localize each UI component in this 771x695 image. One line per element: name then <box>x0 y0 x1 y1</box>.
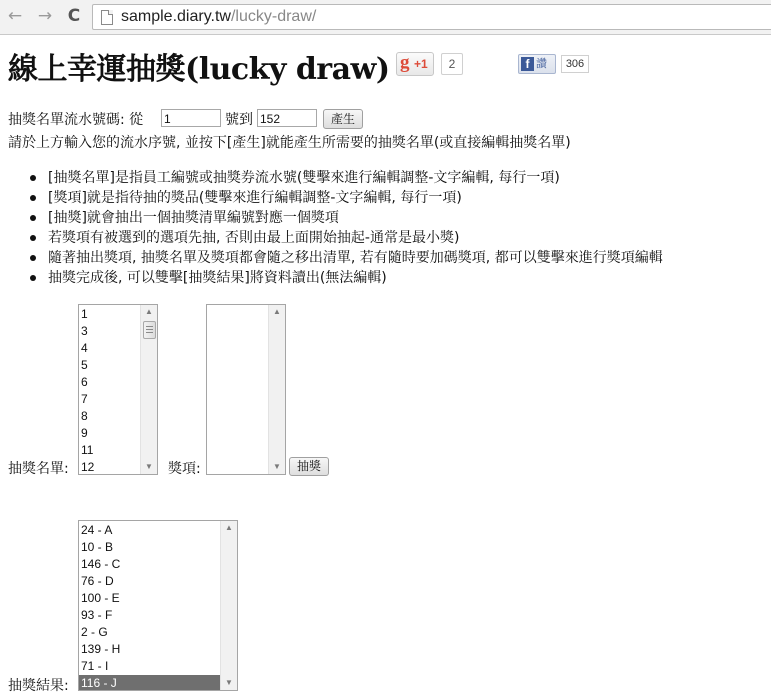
list-option[interactable]: 3 <box>81 324 88 338</box>
draw-list-label: 抽獎名單: <box>8 461 69 477</box>
result-option-selected[interactable]: 116 - J <box>79 675 237 691</box>
back-arrow-icon[interactable]: ← <box>7 6 23 26</box>
facebook-like-label: 讚 <box>536 57 547 70</box>
results-label: 抽獎結果: <box>8 678 69 694</box>
reload-icon[interactable]: C <box>67 6 81 26</box>
facebook-like-button[interactable] <box>518 54 556 74</box>
google-plus-button[interactable] <box>396 52 434 76</box>
list-option[interactable]: 7 <box>81 392 88 406</box>
scroll-down-icon[interactable]: ▼ <box>225 678 233 687</box>
result-option[interactable]: 146 - C <box>81 557 121 571</box>
result-option[interactable]: 71 - I <box>81 659 109 673</box>
prizes-listbox[interactable] <box>206 304 286 475</box>
prizes-label: 獎項: <box>168 461 201 477</box>
instruction-text: 請於上方輸入您的流水序號, 並按下[產生]就能產生所需要的抽獎名單(或直接編輯抽獎名單) <box>8 135 571 151</box>
list-option[interactable]: 11 <box>81 443 94 457</box>
result-option[interactable]: 24 - A <box>81 523 113 537</box>
forward-arrow-icon[interactable]: → <box>37 6 53 26</box>
url-text <box>121 5 316 29</box>
scroll-up-icon[interactable]: ▲ <box>225 523 233 532</box>
scroll-down-icon[interactable]: ▼ <box>273 462 281 471</box>
scroll-up-icon[interactable]: ▲ <box>273 307 281 316</box>
facebook-icon: f <box>521 57 534 71</box>
url-host: sample.diary.tw <box>121 8 231 25</box>
list-option[interactable]: 8 <box>81 409 88 423</box>
page-icon <box>101 10 113 25</box>
draw-button[interactable]: 抽獎 <box>289 457 329 476</box>
google-plus-count: 2 <box>441 53 463 75</box>
scroll-down-icon[interactable]: ▼ <box>145 462 153 471</box>
prizes-scrollbar[interactable] <box>268 305 285 474</box>
results-scrollbar[interactable] <box>220 521 237 690</box>
list-item: [抽獎名單]是指員工編號或抽獎券流水號(雙擊來進行編輯調整-文字編輯, 每行一項) <box>30 168 663 188</box>
result-option[interactable]: 93 - F <box>81 608 113 622</box>
list-item: [獎項]就是指待抽的獎品(雙擊來進行編輯調整-文字編輯, 每行一項) <box>30 188 663 208</box>
url-path: /lucky-draw/ <box>230 8 317 25</box>
google-g-icon: g <box>400 52 410 73</box>
generate-button[interactable]: 產生 <box>323 109 363 129</box>
results-listbox[interactable] <box>78 520 238 691</box>
list-option[interactable]: 12 <box>81 460 95 474</box>
result-option[interactable]: 139 - H <box>81 642 121 656</box>
scroll-thumb[interactable] <box>143 321 156 339</box>
list-item: 隨著抽出獎項, 抽獎名單及獎項都會隨之移出清單, 若有隨時要加碼獎項, 都可以雙擊來進行獎項編輯 <box>30 248 663 268</box>
browser-toolbar <box>0 0 771 35</box>
facebook-like-count: 306 <box>561 55 589 73</box>
list-option[interactable]: 6 <box>81 375 88 389</box>
serial-from-input[interactable]: 1 <box>161 109 221 127</box>
result-option[interactable]: 100 - E <box>81 591 120 605</box>
serial-to-label: 號到 <box>225 112 253 128</box>
list-item: [抽獎]就會抽出一個抽獎清單編號對應一個獎項 <box>30 208 663 228</box>
page-title: 線上幸運抽獎(lucky draw) <box>8 52 390 87</box>
list-option[interactable]: 1 <box>81 307 88 321</box>
list-option[interactable]: 4 <box>81 341 88 355</box>
result-option[interactable]: 2 - G <box>81 625 108 639</box>
draw-list-scrollbar[interactable] <box>140 305 157 474</box>
list-item: 若獎項有被選到的選項先抽, 否則由最上面開始抽起-通常是最小獎) <box>30 228 663 248</box>
instructions-list <box>30 168 663 288</box>
draw-list-listbox[interactable] <box>78 304 158 475</box>
list-item: 抽獎完成後, 可以雙擊[抽獎結果]將資料讀出(無法編輯) <box>30 268 663 288</box>
serial-to-input[interactable]: 152 <box>257 109 317 127</box>
google-plus-label: +1 <box>414 57 428 71</box>
list-option[interactable]: 9 <box>81 426 88 440</box>
result-option[interactable]: 10 - B <box>81 540 114 554</box>
result-option[interactable]: 76 - D <box>81 574 114 588</box>
scroll-up-icon[interactable]: ▲ <box>145 307 153 316</box>
list-option[interactable]: 5 <box>81 358 88 372</box>
serial-from-label: 抽獎名單流水號碼: 從 <box>8 112 144 128</box>
address-bar[interactable] <box>92 4 771 30</box>
